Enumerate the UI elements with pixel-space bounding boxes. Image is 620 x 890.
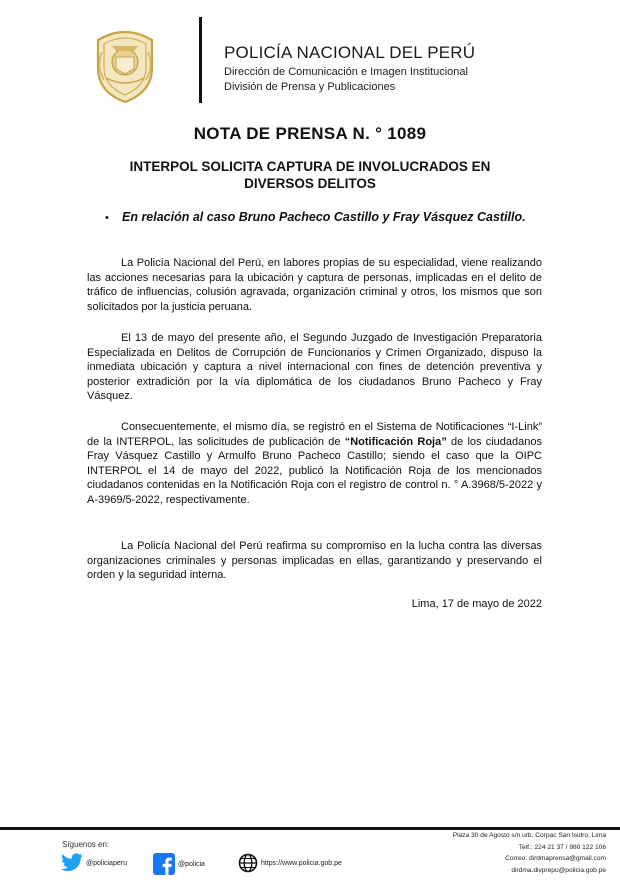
header-divider xyxy=(199,17,202,103)
facebook-handle: @policia xyxy=(178,860,205,868)
follow-us-label: Síguenos en: xyxy=(62,840,110,849)
dept-line-press: División de Prensa y Publicaciones xyxy=(224,81,396,93)
institution-name: POLICÍA NACIONAL DEL PERÚ xyxy=(224,43,476,62)
paragraph-4: La Policía Nacional del Perú reafirma su compromiso en la lucha contra las diversas organizaciones criminales y personas implicadas en ellas, garantizando y preservando el orden y la seguridad interna. xyxy=(87,540,542,582)
twitter-icon xyxy=(60,853,84,873)
paragraph-3-part-a: Consecuentemente, el mismo día, se registró en el Sistema de Notificaciones “I-Link” de la INTERPOL, las solicitudes de publicación de xyxy=(87,421,542,448)
globe-icon xyxy=(238,853,258,873)
department-lines xyxy=(224,65,468,95)
lead-summary: En relación al caso Bruno Pacheco Castillo y Fray Vásquez Castillo. xyxy=(122,210,526,224)
twitter-link[interactable] xyxy=(60,853,127,873)
pnp-crest-icon xyxy=(92,22,158,104)
contact-address: Plaza 30 de Agosto s/n urb. Corpac San Isidro, Lima xyxy=(452,832,606,839)
facebook-icon xyxy=(153,853,175,875)
headline-line-2: DIVERSOS DELITOS xyxy=(244,176,376,191)
dateline: Lima, 17 de mayo de 2022 xyxy=(411,598,542,610)
red-notice-emphasis: “Notificación Roja” xyxy=(344,435,447,448)
paragraph-3-part-b: de los ciudadanos Fray Vásquez Castillo y Armulfo Bruno Pacheco Castillo; siendo el caso que la OIPC INTERPOL el 14 de mayo del 2022, publicó la Notificación Roja de los mencionados ciudadanos contenidas en la Notificación Roja con el registro de control n. ° A.3968/5-2022 y A-3969/5-2022, respectivamente. xyxy=(87,435,543,506)
contact-email: Correo: dirdmaprensa@gmail.com xyxy=(505,855,606,862)
paragraph-3 xyxy=(87,420,542,508)
contact-email-2: dirdma.divprepu@policia.gob.pe xyxy=(511,866,606,874)
headline xyxy=(100,158,520,192)
contact-block xyxy=(346,830,606,876)
press-release-number: NOTA DE PRENSA N. ° 1089 xyxy=(193,124,427,143)
headline-line-1: INTERPOL SOLICITA CAPTURA DE INVOLUCRADOS EN xyxy=(129,159,491,174)
contact-phone: Telf.: 224 21 37 / 980 122 106 xyxy=(518,843,606,851)
website-link[interactable] xyxy=(238,853,342,873)
website-url: https://www.policia.gob.pe xyxy=(261,859,342,867)
facebook-link[interactable] xyxy=(153,853,205,875)
bullet-icon: • xyxy=(105,212,109,224)
twitter-handle: @policiaperu xyxy=(86,859,127,867)
dept-line-communication: Dirección de Comunicación e Imagen Institucional xyxy=(224,66,468,78)
paragraph-1: La Policía Nacional del Perú, en labores propias de su especialidad, viene realizando las acciones necesarias para la ubicación y captura de personas, implicadas en el delito de tráfico de influencias, colusión agravada, organización criminal y otros, los mismos que son solicitados por la justicia peruana. xyxy=(87,257,542,313)
paragraph-2: El 13 de mayo del presente año, el Segundo Juzgado de Investigación Preparatoria Especializada en Delitos de Corrupción de Funcionarios y Crimen Organizado, dispuso la inmediata ubicación y captura a nivel internacional con fines de detención preventiva y posterior extradición por la vía diplomática de los ciudadanos Bruno Pacheco y Fray Vásquez. xyxy=(87,332,542,403)
